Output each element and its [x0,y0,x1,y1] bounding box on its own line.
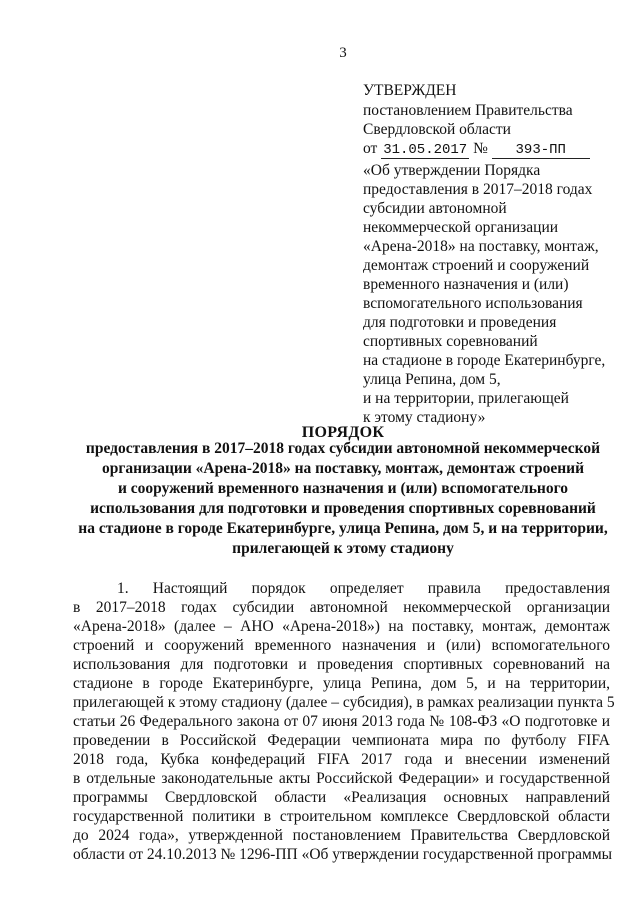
approval-quote-line: к этому стадиону» [363,409,486,426]
paragraph-line: прилегающей к этому стадиону (далее – субсидия), в рамках реализации пункта 5 [73,694,615,711]
approval-quote-line: временного назначения и (или) [363,276,569,293]
approval-quote-line: вспомогательного использования [363,295,583,312]
subtitle-line: организации «Арена-2018» на поставку, монтаж, демонтаж строений [102,460,584,477]
subtitle-line: предоставления в 2017–2018 годах субсидии автономной некоммерческой [85,440,601,457]
paragraph-line: стадионе в городе Екатеринбурге, улица Репина, дом 5, и на территории, [73,675,610,692]
approval-line-1: постановлением Правительства [363,102,573,119]
approval-quote-line: некоммерческой организации [363,219,559,236]
paragraph-line: статьи 26 Федерального закона от 07 июня 2013 года № 108-ФЗ «О подготовке и [73,713,610,730]
page-number: 3 [339,45,347,61]
approval-heading: УТВЕРЖДЕН [363,82,457,99]
paragraph-line: «Арена-2018» (далее – АНО «Арена-2018») на поставку, монтаж, демонтаж [73,618,610,635]
number-prefix: № [473,140,488,157]
paragraph-line: 1. Настоящий порядок определяет правила предоставления [117,580,610,597]
approval-quote-line: улица Репина, дом 5, [363,371,501,388]
approval-line-2: Свердловской области [363,121,511,138]
approval-date: 31.05.2017 [383,142,468,158]
approval-quote-line: предоставления в 2017–2018 годах [363,181,593,198]
paragraph-line: использования для подготовки и проведения спортивных соревнований на [73,656,610,673]
paragraph-line: 2018 года, Кубка конфедераций FIFA 2017 года и внесении изменений [73,751,610,768]
approval-number: 393-ПП [492,142,590,159]
approval-quote-line: на стадионе в городе Екатеринбурге, [363,352,606,369]
paragraph-line: строений и сооружений временного назначения и (или) вспомогательного [73,637,610,654]
document-title: ПОРЯДОК [301,424,385,441]
paragraph-line: в отдельные законодательные акты Российской Федерации» и государственной [73,770,610,787]
subtitle-line: и сооружений временного назначения и (или) вспомогательного [118,480,568,497]
approval-quote-line: «Об утверждении Порядка [363,162,541,179]
approval-quote-line: «Арена-2018» на поставку, монтаж, [363,238,599,255]
date-prefix: от [363,140,378,157]
subtitle-line: на стадионе в городе Екатеринбурге, улица Репина, дом 5, и на территории, [78,520,608,537]
paragraph-line: области от 24.10.2013 № 1296-ПП «Об утверждении государственной программы [73,846,613,863]
approval-quote-line: демонтаж строений и сооружений [363,257,590,274]
subtitle-line: использования для подготовки и проведения спортивных соревнований [90,500,596,517]
approval-quote-line: спортивных соревнований [363,333,538,350]
paragraph-line: программы Свердловской области «Реализация основных направлений [73,789,610,806]
approval-quote-line: субсидии автономной [363,200,507,217]
approval-quote-line: для подготовки и проведения [363,314,557,331]
paragraph-line: до 2024 года», утвержденной постановлением Правительства Свердловской [73,827,610,844]
paragraph-line: государственной политики в строительном комплексе Свердловской области [73,808,610,825]
approval-date-number-line [363,140,590,159]
approval-quote-line: и на территории, прилегающей [363,390,569,407]
paragraph-line: в 2017–2018 годах субсидии автономной некоммерческой организации [73,599,610,616]
subtitle-line: прилегающей к этому стадиону [232,540,454,557]
paragraph-line: проведении в Российской Федерации чемпионата мира по футболу FIFA [73,732,610,749]
